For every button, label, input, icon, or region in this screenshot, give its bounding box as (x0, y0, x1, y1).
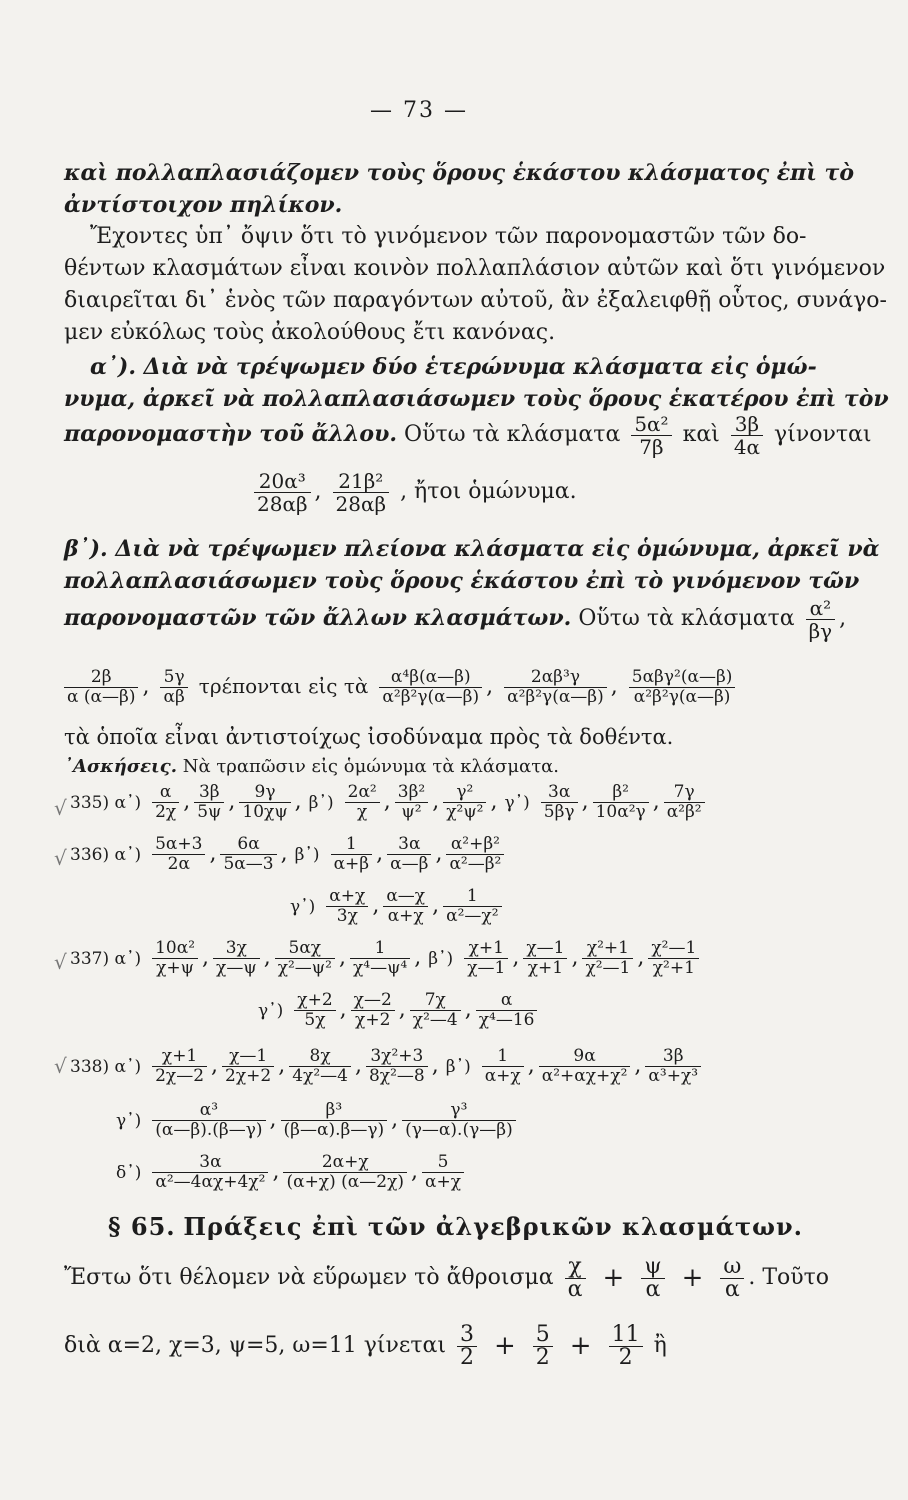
plus-sign: + (602, 1263, 625, 1293)
comma: , (269, 1107, 277, 1132)
rule-b-line-2: πολλαπλασιάσωμεν τοὺς ὅρους ἑκάστου ἐπὶ τὸ γινόμενον τῶν (64, 568, 860, 594)
exercise-336-b-fractions (327, 833, 509, 874)
exercise-338-b-fractions (478, 1045, 705, 1086)
comma: , (211, 1053, 219, 1078)
exercise-338-d-fractions (148, 1151, 468, 1192)
exercise-336-a-fractions (148, 833, 288, 874)
comma: , (432, 893, 440, 918)
comma: , (183, 789, 191, 814)
fraction: $\frac{\text{α⁴β(α—β)}}{\text{α²β²γ(α—β)}}$ (379, 668, 482, 707)
comma: , (432, 789, 440, 814)
rule-a-result: $\frac{\text{20α³}}{28\alpha\beta}$ , $\frac{\text{21β²}}{28\alpha\beta}$ , ἤτοι ὁμώνυμα. (250, 466, 577, 518)
fraction: $\frac{5\alpha+3}{2\alpha}$ (152, 835, 205, 874)
fraction: $\frac{\chi—1}{\chi+1}$ (523, 939, 567, 978)
fraction: $\frac{5\alpha\chi}{\text{χ²—ψ²}}$ (275, 939, 335, 978)
fraction: $\frac{\text{χ²+1}}{\text{χ²—1}}$ (582, 939, 633, 978)
fraction: $\frac{\text{γ²}}{\text{χ²ψ²}}$ (443, 783, 486, 822)
comma: , (652, 789, 660, 814)
fraction: $\frac{3\alpha}{5\beta\gamma}$ (541, 783, 578, 822)
fraction: $\frac{\text{β³}}{(\beta—\alpha).\beta—\gamma)}$ (281, 1101, 388, 1140)
comma: , (464, 997, 472, 1022)
rule-b-line-3: παρονομαστῶν τῶν ἄλλων κλασμάτων. Οὕτω τὰ κλάσματα $\frac{\text{α²}}{\beta\gamma}$ , (64, 595, 847, 643)
exercise-338 (70, 1042, 705, 1091)
fraction: $\frac{11}{2}$ (609, 1324, 643, 1369)
fraction: $\frac{\text{α²+β²}}{\text{α²—β²}}$ (446, 835, 504, 874)
comma: , (294, 789, 302, 814)
fraction: $\frac{1}{\alpha+\beta}$ (331, 835, 373, 874)
part-label: β᾽) (308, 793, 334, 813)
rule-a-equivalent: , ἤτοι ὁμώνυμα. (400, 479, 577, 504)
checkmark-icon: √ (54, 950, 67, 974)
part-label: δ᾽) (116, 1163, 142, 1183)
exercise-number: 335) α᾽) (70, 793, 142, 813)
comma: , (280, 841, 288, 866)
intro-line-6: μεν εὐκόλως τοὺς ἀκολούθους ἔτι κανόνας. (64, 320, 556, 345)
intro-line-3: Ἔχοντες ὑπ᾽ ὄψιν ὅτι τὸ γινόμενον τῶν παρονομαστῶν τῶν δο- (90, 224, 807, 249)
fraction: $\frac{9\gamma}{10\chi\psi}$ (239, 783, 290, 822)
exercise-338-d (116, 1148, 468, 1197)
section-substitution: διὰ α=2, χ=3, ψ=5, ω=11 γίνεται (64, 1333, 446, 1358)
fraction: $\frac{\text{5α²}}{7\beta}$ (631, 413, 671, 458)
comma: , (490, 789, 498, 814)
rule-a-denominator-phrase: παρονομαστὴν τοῦ ἄλλου. (64, 421, 398, 447)
fraction: $\frac{3\beta}{5\psi}$ (194, 783, 224, 822)
section-title: Πράξεις ἐπὶ τῶν ἀλγεβρικῶν κλασμάτων. (183, 1212, 804, 1241)
fraction: $\frac{5}{2}$ (533, 1324, 553, 1369)
intro-line-2: ἀντίστοιχον πηλίκον. (64, 192, 343, 218)
exercise-337-c-fractions (290, 989, 541, 1030)
fraction: $\frac{\text{α²}}{\beta\gamma}$ (806, 597, 836, 642)
part-label: γ᾽) (258, 1001, 284, 1021)
fraction: $\frac{\text{20α³}}{28\alpha\beta}$ (254, 470, 311, 515)
part-label: γ᾽) (504, 793, 530, 813)
part-label: γ᾽) (290, 897, 316, 917)
rule-a-line-3 (64, 410, 871, 459)
fraction: $\frac{\chi—2}{\chi+2}$ (351, 991, 395, 1030)
exercise-338-c (116, 1096, 520, 1145)
section-sum-intro: Ἔστω ὅτι θέλομεν νὰ εὕρωμεν τὸ ἄθροισμα (64, 1265, 554, 1290)
intro-line-1: καὶ πολλαπλασιάζομεν τοὺς ὅρους ἑκάστου κλάσματος ἐπὶ τὸ (64, 160, 855, 186)
fraction: $\frac{\chi+1}{2\chi—2}$ (152, 1047, 207, 1086)
fraction: $\frac{\psi}{\alpha}$ (641, 1256, 664, 1301)
fraction: $\frac{5}{\alpha+\chi}$ (422, 1153, 464, 1192)
fraction: $\frac{8\chi}{\text{4χ²—4}}$ (289, 1047, 351, 1086)
comma: , (354, 1053, 362, 1078)
comma: , (581, 789, 589, 814)
fraction: $\frac{\chi+2}{5\chi}$ (294, 991, 335, 1030)
comma: , (339, 997, 347, 1022)
plus-sign: + (493, 1331, 516, 1361)
comma: , (338, 945, 346, 970)
fraction: $\frac{\text{3β²}}{\text{ψ²}}$ (395, 783, 428, 822)
comma: , (398, 997, 406, 1022)
fraction: $\frac{7\chi}{\text{χ²—4}}$ (410, 991, 461, 1030)
exercise-337 (70, 934, 703, 983)
fraction: $\frac{\text{2α²}}{\chi}$ (345, 783, 380, 822)
part-label: β᾽) (294, 845, 320, 865)
fraction: $\frac{\omega}{\alpha}$ (720, 1256, 744, 1301)
fraction: $\frac{\chi}{\alpha}$ (565, 1256, 586, 1301)
fraction: $\frac{3}{2}$ (457, 1324, 477, 1369)
fraction: $\frac{3\alpha}{\alpha—\beta}$ (387, 835, 431, 874)
comma: , (411, 1159, 419, 1184)
rule-b-line-5: τὰ ὁποῖα εἶναι ἀντιστοίχως ἰσοδύναμα πρὸς τὰ δοθέντα. (64, 725, 674, 749)
section-this: . Τοῦτο (748, 1265, 830, 1290)
exercise-335-c-fractions (537, 781, 709, 822)
page-number: — 73 — (370, 98, 468, 123)
exercise-number: 337) α᾽) (70, 949, 142, 969)
fraction: $\frac{\alpha}{\text{χ⁴—16}}$ (476, 991, 538, 1030)
plus-sign: + (569, 1331, 592, 1361)
fraction: $\frac{\text{χ²—1}}{\text{χ²+1}}$ (648, 939, 699, 978)
fraction: $\frac{\text{3χ²+3}}{\text{8χ²—8}}$ (366, 1047, 428, 1086)
rule-b-line-1: β᾽). Διὰ νὰ τρέψωμεν πλείονα κλάσματα εἰς ὁμώνυμα, ἀρκεῖ νὰ (64, 536, 880, 562)
fraction: $\frac{1}{\text{χ⁴—ψ⁴}}$ (350, 939, 410, 978)
fraction: $\frac{1}{\alpha+\chi}$ (482, 1047, 524, 1086)
exercise-337-a-fractions (148, 937, 422, 978)
fraction: $\frac{\alpha—\chi}{\alpha+\chi}$ (383, 887, 428, 926)
comma: , (202, 945, 210, 970)
conjunction: καὶ (682, 422, 720, 447)
checkmark-icon: √ (54, 796, 67, 820)
exercise-337-b-fractions (460, 937, 703, 978)
section-heading (108, 1212, 803, 1242)
fraction: $\frac{2\alpha+\chi}{(\alpha+\chi) (\alpha—2\chi)}$ (283, 1153, 407, 1192)
comma: , (278, 1053, 286, 1078)
fraction: $\frac{\text{10α²}}{\chi+\psi}$ (152, 939, 198, 978)
fraction: $\frac{\alpha}{2\chi}$ (152, 783, 179, 822)
comma: , (209, 841, 217, 866)
rule-a-example-intro: Οὕτω τὰ κλάσματα (404, 422, 621, 447)
fraction: $\frac{3\alpha}{\text{α²—4αχ+4χ²}}$ (152, 1153, 268, 1192)
intro-line-5: διαιρεῖται δι᾽ ἑνὸς τῶν παραγόντων αὐτοῦ, ἂν ἐξαλειφθῇ οὗτος, συνάγο- (64, 288, 887, 313)
fraction: $\frac{2\beta}{\alpha (\alpha—\beta)}$ (64, 668, 138, 707)
fraction: $\frac{\text{β²}}{\text{10α²γ}}$ (593, 783, 649, 822)
rule-b-transform: τρέπονται εἰς τὰ (198, 674, 369, 698)
fraction: $\frac{3\beta}{\text{α³+χ³}}$ (645, 1047, 701, 1086)
fraction: $\frac{3\chi}{\chi—\psi}$ (213, 939, 260, 978)
fraction: $\frac{\alpha+\chi}{3\chi}$ (326, 887, 368, 926)
exercise-335-a-fractions (148, 781, 302, 822)
comma: , (527, 1053, 535, 1078)
comma: , (372, 893, 380, 918)
section-line-1 (64, 1250, 829, 1306)
fraction: $\frac{6\alpha}{5\alpha—3}$ (220, 835, 276, 874)
fraction: $\frac{7\gamma}{\text{α²β²}}$ (664, 783, 705, 822)
comma: , (571, 945, 579, 970)
section-or: ἢ (653, 1333, 667, 1358)
exercise-335-b-fractions (341, 781, 498, 822)
fraction: $\frac{\text{2αβ³γ}}{\text{α²β²γ(α—β)}}$ (504, 668, 607, 707)
part-label: β᾽) (445, 1057, 471, 1077)
fraction: $\frac{\text{21β²}}{28\alpha\beta}$ (333, 470, 390, 515)
comma: , (263, 945, 271, 970)
fraction: $\frac{3\beta}{4\alpha}$ (731, 413, 763, 458)
fraction: $\frac{\text{5αβγ²(α—β)}}{\text{α²β²γ(α—β)}}$ (629, 668, 736, 707)
exercise-338-c-fractions (148, 1099, 519, 1140)
comma: , (228, 789, 236, 814)
checkmark-icon: √ (54, 846, 67, 870)
exercises-heading (64, 754, 559, 780)
rule-a-line-1: α᾽). Διὰ νὰ τρέψωμεν δύο ἑτερώνυμα κλάσματα εἰς ὁμώ- (90, 354, 817, 380)
comma: , (272, 1159, 280, 1184)
exercise-335 (70, 778, 709, 827)
comma: , (512, 945, 520, 970)
fraction: $\frac{\text{γ³}}{(\gamma—\alpha).(\gamma—\beta)}$ (402, 1101, 516, 1140)
comma: , (637, 945, 645, 970)
fraction: $\frac{9\alpha}{\text{α²+αχ+χ²}}$ (539, 1047, 631, 1086)
comma: , (435, 841, 443, 866)
exercise-336-c-fractions (322, 885, 505, 926)
comma: , (376, 841, 384, 866)
exercises-instruction: Νὰ τραπῶσιν εἰς ὁμώνυμα τὰ κλάσματα. (182, 756, 560, 777)
plus-sign: + (681, 1263, 704, 1293)
rule-b-line-4: $\frac{2\beta}{\alpha (\alpha—\beta)}$ , $\frac{5\gamma}{\alpha\beta}$ τρέπονται εἰς τὰ $\frac{\text{α⁴β(α—β)}}{\text{α²β²γ(α—β)}}$ , $\frac{\text{2αβ³γ}}{\text{α²β²γ(α—β)}}$ , $\frac{\text{5αβγ²(α—β)}}{\text{α²β²γ(α—β)}}$ (60, 660, 739, 713)
exercise-number: 336) α᾽) (70, 845, 142, 865)
section-number: § 65. (108, 1212, 176, 1241)
exercise-338-a-fractions (148, 1045, 439, 1086)
exercise-336-c (290, 882, 506, 931)
rule-b-example-intro: Οὕτω τὰ κλάσματα (578, 606, 795, 631)
exercises-title: ᾽Ασκήσεις. (64, 756, 177, 777)
intro-line-4: θέντων κλασμάτων εἶναι κοινὸν πολλαπλάσιον αὐτῶν καὶ ὅτι γινόμενον (64, 256, 886, 281)
section-line-2 (64, 1318, 667, 1374)
rule-a-line-2: νυμα, ἀρκεῖ νὰ πολλαπλασιάσωμεν τοὺς ὅρους ἑκατέρου ἐπὶ τὸν (64, 386, 889, 412)
comma: , (634, 1053, 642, 1078)
comma: , (414, 945, 422, 970)
rule-a-become: γίνονται (774, 422, 872, 447)
rule-b-denominator-phrase: παρονομαστῶν τῶν ἄλλων κλασμάτων. (64, 605, 572, 631)
fraction: $\frac{\chi+1}{\chi—1}$ (464, 939, 508, 978)
part-label: γ᾽) (116, 1111, 142, 1131)
fraction: $\frac{\text{α³}}{(\alpha—\beta).(\beta—\gamma)}$ (152, 1101, 265, 1140)
fraction: $\frac{1}{\text{α²—χ²}}$ (443, 887, 501, 926)
exercise-336 (70, 830, 508, 879)
part-label: β᾽) (428, 949, 454, 969)
comma: , (383, 789, 391, 814)
exercise-337-c (258, 986, 541, 1035)
fraction: $\frac{\chi—1}{2\chi+2}$ (222, 1047, 274, 1086)
exercise-number: 338) α᾽) (70, 1057, 142, 1077)
comma: , (391, 1107, 399, 1132)
comma: , (431, 1053, 439, 1078)
checkmark-icon: √ (54, 1054, 67, 1078)
fraction: $\frac{5\gamma}{\alpha\beta}$ (160, 668, 187, 707)
